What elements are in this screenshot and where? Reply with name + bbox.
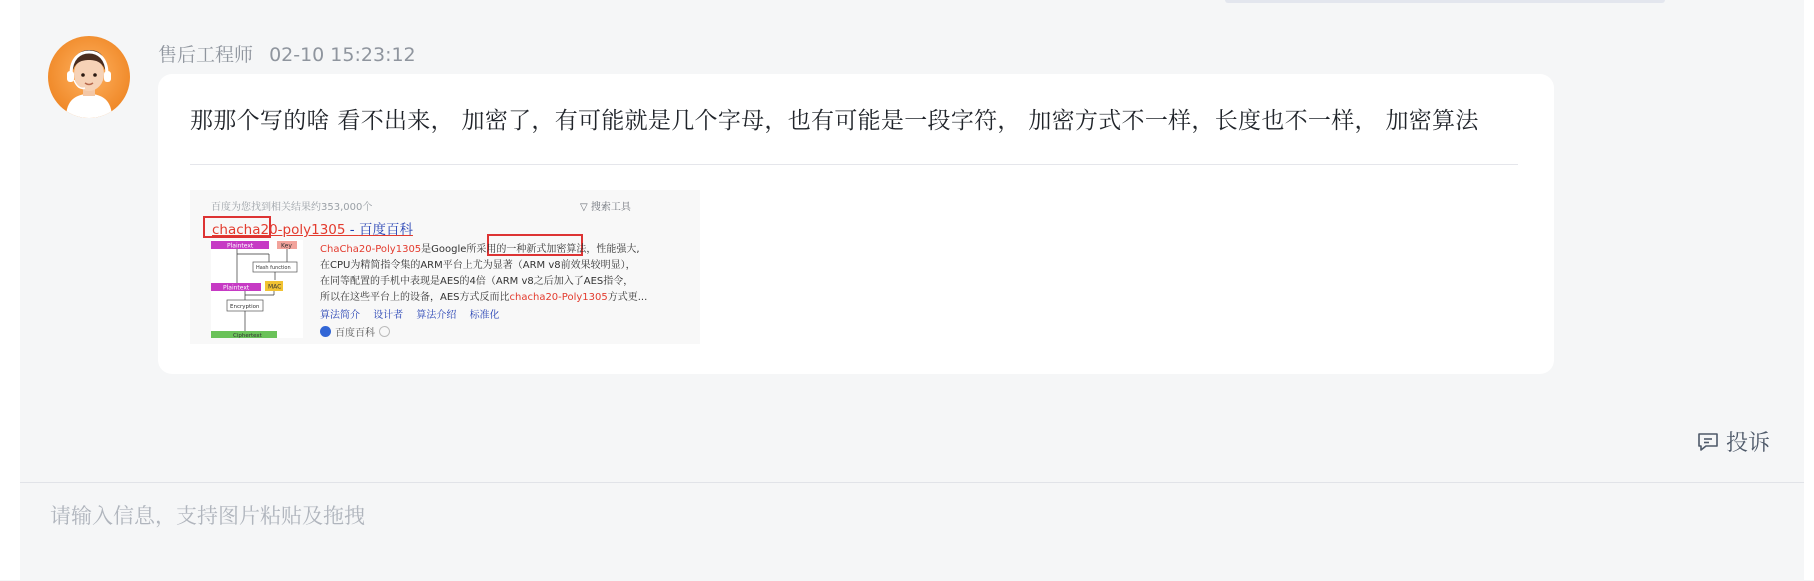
result-description: ChaCha20-Poly1305是Google所采用的一种新式加密算法，性能强大, 在CPU为精简指令集的ARM平台上尤为显著（ARM v8前效果较明显）， 在同等配置的手机中表现是AES的4倍（ARM v8之后加入了AES指令， 所以在这些平台上的设备，AES方式反而比chacha20-Poly1305方式更... [320, 244, 648, 303]
diagram-plaintext-mid: Plaintext [223, 284, 250, 292]
diagram-ciphertext: Ciphertext [233, 333, 262, 338]
search-tools: ▽ 搜索工具 [580, 202, 631, 213]
sublink-algorithm: 算法介绍 [416, 310, 457, 321]
report-button[interactable] [1696, 426, 1770, 457]
diagram-hash: Hash function [256, 265, 291, 271]
left-rail [0, 0, 20, 580]
sender-name: 售后工程师 [158, 44, 254, 66]
message-divider [190, 164, 1518, 165]
message-timestamp: 02-10 15:23:12 [269, 44, 416, 66]
sublink-standard: 标准化 [469, 310, 500, 321]
settings-icon [379, 326, 390, 337]
result-sublinks [320, 306, 510, 321]
diagram-plaintext-top: Plaintext [227, 242, 254, 250]
engineer-avatar-icon [48, 36, 130, 118]
attached-screenshot[interactable] [190, 190, 700, 344]
highlight-box-title [203, 216, 271, 238]
baike-logo-icon [320, 326, 331, 337]
result-source: 百度百科 [320, 324, 390, 339]
diagram-key: Key [281, 242, 292, 250]
message-meta [158, 40, 416, 67]
diagram-encryption: Encryption [230, 304, 260, 310]
sublink-intro: 算法简介 [320, 310, 360, 321]
cipher-diagram [211, 240, 303, 338]
sublink-designer: 设计者 [373, 310, 404, 321]
comment-report-icon [1696, 430, 1720, 454]
result-title: chacha20-poly1305 - 百度百科 [212, 222, 413, 238]
result-count: 百度为您找到相关结果约353,000个 [211, 202, 373, 213]
report-label: 投诉 [1726, 431, 1771, 456]
right-rail [1804, 0, 1814, 580]
message-input[interactable] [48, 497, 1752, 535]
diagram-mac: MAC [268, 283, 282, 291]
message-text: 那那个写的啥 看不出来， 加密了，有可能就是几个字母，也有可能是一段字符， 加密方式不一样，长度也不一样， 加密算法 [190, 108, 1479, 134]
message-bubble [158, 74, 1554, 374]
avatar[interactable] [48, 36, 130, 118]
composer [20, 482, 1804, 581]
previous-message-edge [1225, 0, 1665, 3]
